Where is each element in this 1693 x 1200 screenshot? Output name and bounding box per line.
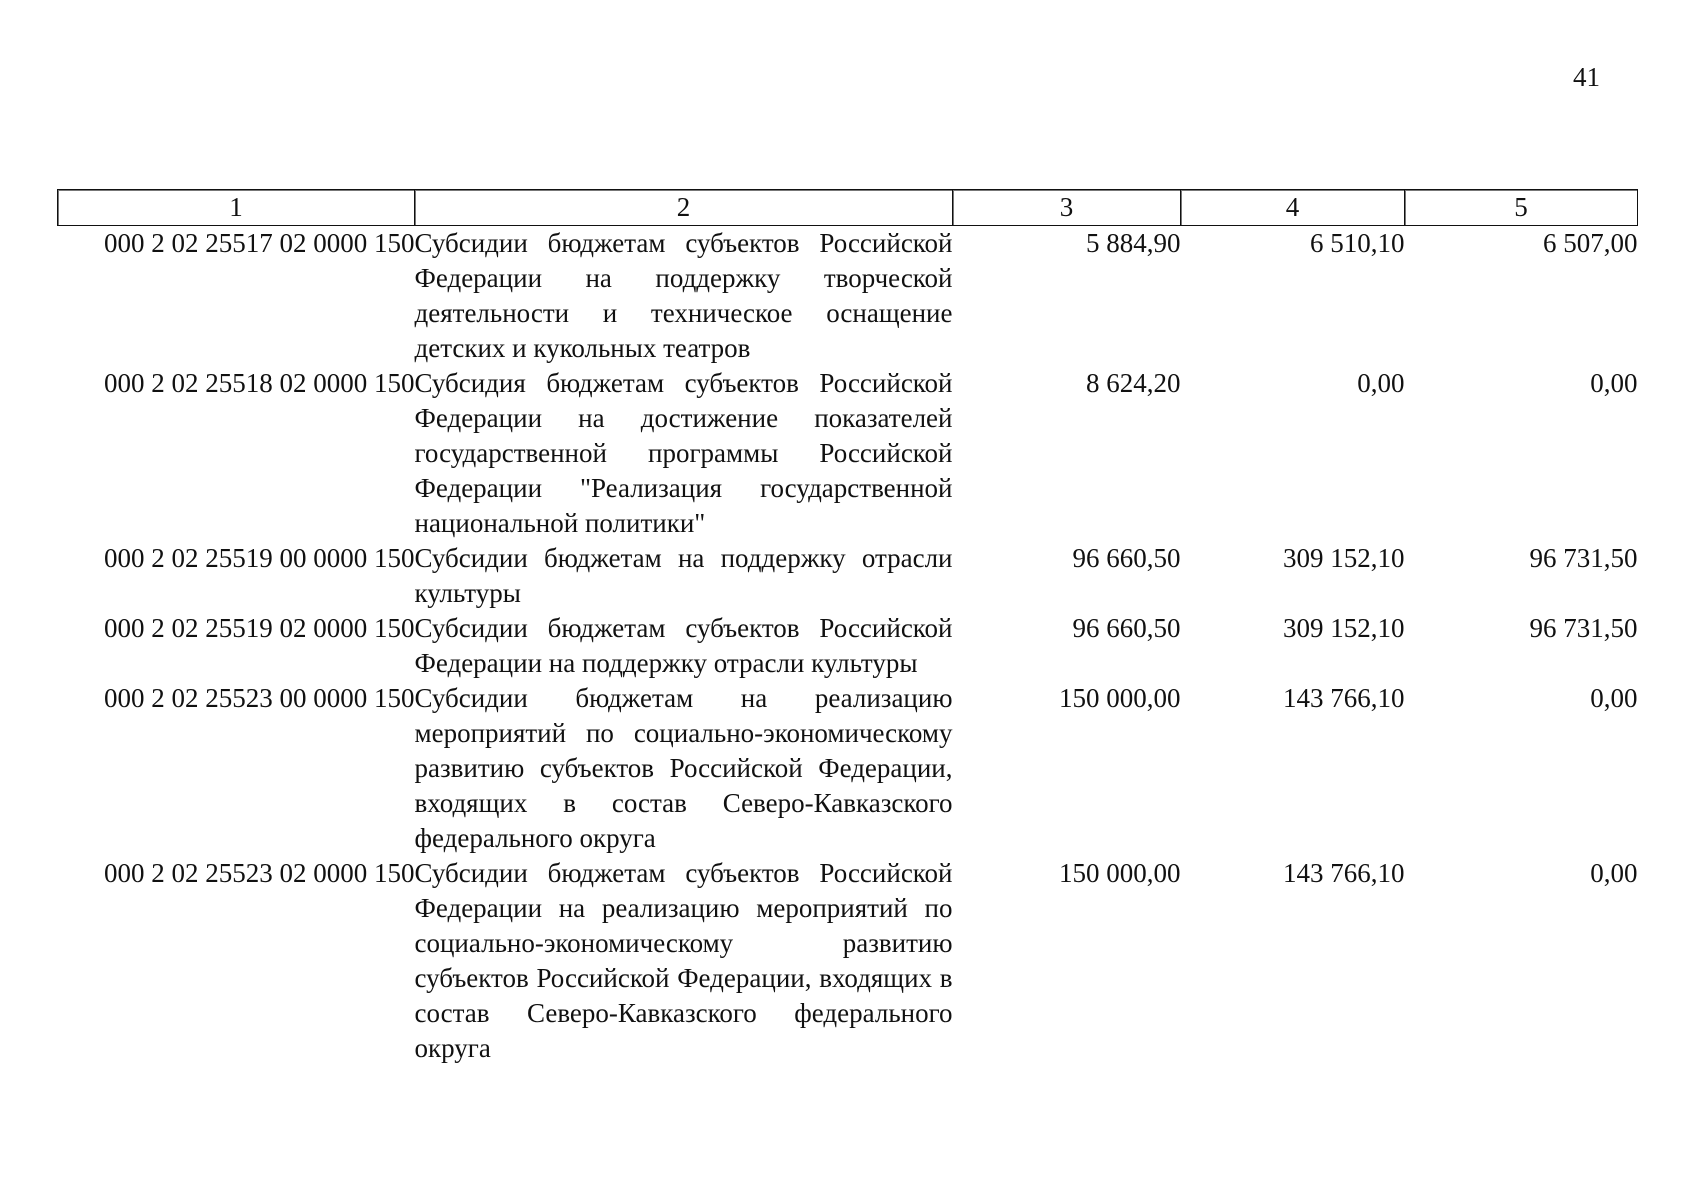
amount-col-4: 6 510,10	[1310, 228, 1405, 258]
amount-col-3: 8 624,20	[1086, 368, 1181, 398]
amount-col-5: 0,00	[1590, 368, 1638, 398]
amount-col-5: 6 507,00	[1543, 228, 1638, 258]
row-description: Субсидии бюджетам на поддержку отрасли культуры	[414, 543, 953, 608]
row-description: Субсидии бюджетам на реализацию мероприятий по социально-экономическому развитию субъектов Российской Федерации, входящих в состав Северо-Кавказского федерального округа	[414, 683, 953, 853]
amount-col-4: 143 766,10	[1283, 858, 1405, 888]
row-description: Субсидии бюджетам субъектов Российской Федерации на реализацию мероприятий по социально-экономическому развитию субъектов Российской Федерации, входящих в состав Северо-Кавказского федерального округа	[414, 858, 953, 1063]
header-col-1: 1	[58, 190, 415, 226]
budget-code: 000 2 02 25519 02 0000 150	[104, 613, 415, 643]
page-number: 41	[1573, 62, 1600, 92]
table-row	[58, 226, 1638, 367]
amount-col-3: 150 000,00	[1059, 858, 1181, 888]
budget-table	[57, 189, 1638, 1066]
table-row	[58, 366, 1638, 541]
budget-code: 000 2 02 25519 00 0000 150	[104, 543, 415, 573]
table-row	[58, 541, 1638, 611]
table-row	[58, 611, 1638, 681]
amount-col-4: 0,00	[1357, 368, 1405, 398]
amount-col-5: 0,00	[1590, 683, 1638, 713]
header-col-5: 5	[1405, 190, 1638, 226]
amount-col-3: 5 884,90	[1086, 228, 1181, 258]
amount-col-3: 96 660,50	[1072, 613, 1181, 643]
amount-col-3: 96 660,50	[1072, 543, 1181, 573]
amount-col-4: 143 766,10	[1283, 683, 1405, 713]
row-description: Субсидии бюджетам субъектов Российской Федерации на поддержку творческой деятельности и техническое оснащение детских и кукольных театров	[414, 228, 953, 363]
amount-col-4: 309 152,10	[1283, 613, 1405, 643]
amount-col-3: 150 000,00	[1059, 683, 1181, 713]
header-col-4: 4	[1181, 190, 1405, 226]
header-col-2: 2	[415, 190, 953, 226]
budget-code: 000 2 02 25523 00 0000 150	[104, 683, 415, 713]
table-row	[58, 681, 1638, 856]
budget-code: 000 2 02 25523 02 0000 150	[104, 858, 415, 888]
budget-code: 000 2 02 25518 02 0000 150	[104, 368, 415, 398]
amount-col-5: 96 731,50	[1529, 613, 1638, 643]
header-col-3: 3	[953, 190, 1181, 226]
amount-col-5: 96 731,50	[1529, 543, 1638, 573]
row-description: Субсидии бюджетам субъектов Российской Федерации на поддержку отрасли культуры	[414, 613, 953, 678]
table-row	[58, 856, 1638, 1066]
budget-code: 000 2 02 25517 02 0000 150	[104, 228, 415, 258]
amount-col-4: 309 152,10	[1283, 543, 1405, 573]
row-description: Субсидия бюджетам субъектов Российской Федерации на достижение показателей государственной программы Российской Федерации "Реализация государственной национальной политики"	[414, 368, 953, 538]
table-header-row	[58, 190, 1638, 226]
amount-col-5: 0,00	[1590, 858, 1638, 888]
